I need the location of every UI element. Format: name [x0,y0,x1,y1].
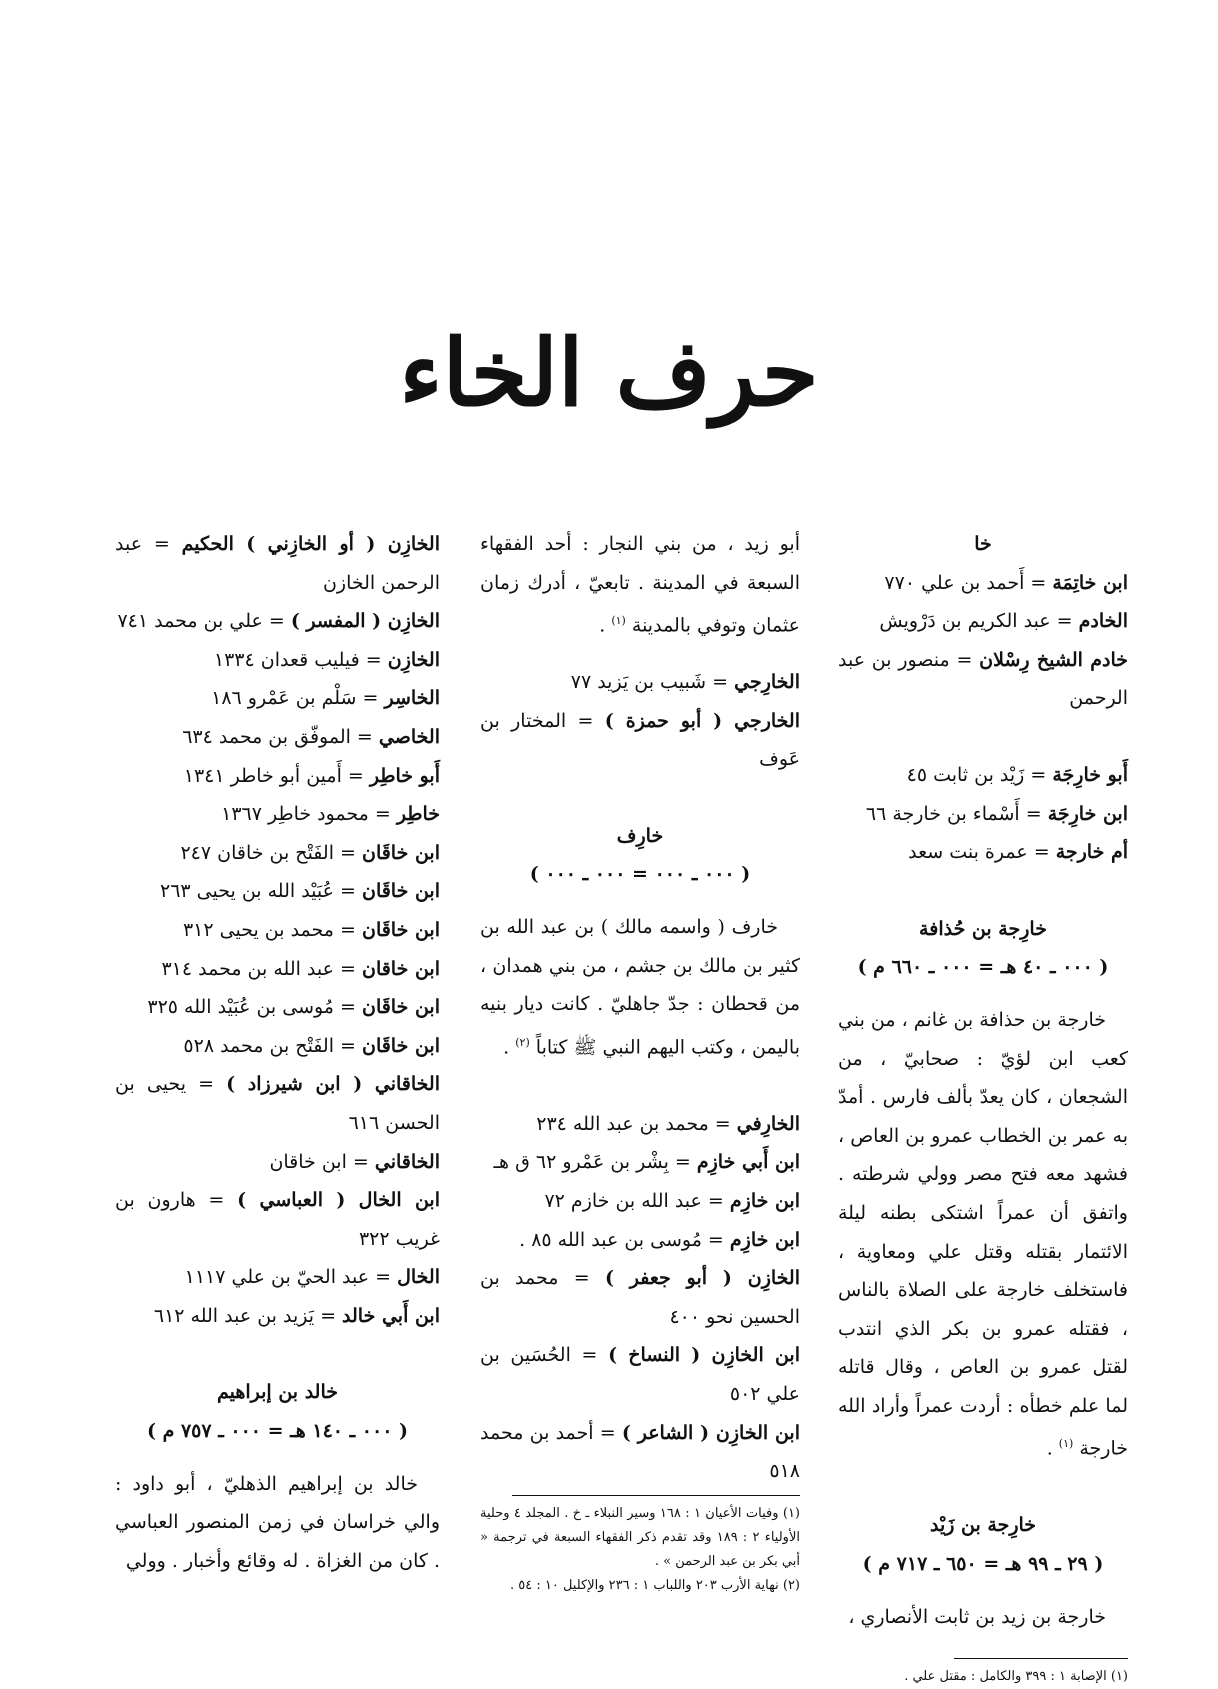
article-title: خارِجة بن حُذافة [919,917,1047,940]
list-item: ابن خارِجَة = أَسْماء بن خارجة ٦٦ [865,802,1128,825]
list-item: ابن خاقَان = محمد بن يحيى ٣١٢ [182,918,440,941]
article-title: خارِف [616,824,664,847]
footnote: (١) الإصابة ١ : ٣٩٩ والكامل : مقتل علي . [904,1669,1128,1685]
middle-column [480,525,800,1598]
list-item: ابن الخازِن ( النساخ ) = الحُسَين بن علي ٥٠٢ [480,1344,800,1405]
article-text: خارجة بن زيد بن ثابت الأنصاري ، [848,1605,1106,1628]
article-dates: ( ٠٠٠ ـ ٠٠٠ = ٠٠٠ ـ ٠٠٠ ) [529,863,751,886]
list-item: الخازِن ( أو الخازِني ) الحكيم = عبد الرحمن الخازن [115,533,440,594]
list-item: الخاصي = الموفّق بن محمد ٦٣٤ [182,725,440,748]
list-item: الخازِن ( المفسر ) = علي بن محمد ٧٤١ [117,610,440,633]
footnote-divider [512,1495,800,1496]
article-dates: ( ٢٩ ـ ٩٩ هـ = ٦٥٠ ـ ٧١٧ م ) [862,1552,1104,1575]
right-column [838,525,1128,1689]
list-item: ابن خاتِمَة = أَحمد بن علي ٧٧٠ [884,571,1128,594]
list-item: ابن خاقَان = عُبَيْد الله بن يحيى ٢٦٣ [160,880,440,903]
footnote: (١) وفيات الأعيان ١ : ١٦٨ وسير النبلاء ـ خ . المجلد ٤ وحلية الأولياء ٢ : ١٨٩ وقد تقدم ذكر الفقهاء السبعة في ترجمة « أبي بكر بن عبد الرحمن » . [480,1505,800,1569]
list-item: الخارجي ( أبو حمزة ) = المختار بن عَوف [480,709,800,771]
list-item: الخارِجي = شَبيب بن يَزيد ٧٧ [570,671,800,694]
article-text: خالد بن إبراهيم الذهليّ ، أبو داود : والي خراسان في زمن المنصور العباسي . كان من الغزاة . له وقائع وأخبار . وولي [115,1472,440,1572]
list-item: ابن خاقَان = الفَتْح بن خاقان ٢٤٧ [180,841,440,864]
list-item: ابن أَبي خالد = يَزيد بن عبد الله ٦١٢ [153,1304,440,1327]
list-item: ابن الخازِن ( الشاعر ) = أحمد بن محمد ٥١٨ [480,1421,800,1483]
article-dates: ( ٠٠٠ ـ ٤٠ هـ = ٠٠٠ ـ ٦٦٠ م ) [857,956,1109,979]
list-item: ابن الخال ( العباسي ) = هارون بن غريب ٣٢٢ [115,1189,440,1250]
list-item: الخازِن = فيليب قعدان ١٣٣٤ [213,648,440,671]
list-item: أَبو خاطِر = أَمين أبو خاطر ١٣٤١ [183,764,440,787]
list-item: ابن خاقَان = مُوسى بن عُبَيْد الله ٣٢٥ [147,996,440,1019]
article-text: خارجة بن حذافة بن غانم ، من بني كعب ابن لؤيّ : صحابيّ ، من الشجعان ، كان يعدّ بألف فارس . أمدّ به عمر بن الخطاب عمرو بن العاص ، فشهد معه فتح مصر وولي شرطته . واتفق أن عمراً اشتكى بطنه ليلة الائتمار بقتله وقتل علي ومعاوية ، فاستخلف خارجة على الصلاة بالناس ، فقتله عمرو بن بكر الذي انتدب لقتل عمرو بن العاص ، وقال قاتله لما علم خطأه : أردت عمراً وأراد الله خارجة $^{(١)}$ . [838,1008,1128,1460]
article-title: خارِجة بن زَيْد [929,1514,1037,1537]
list-item: الخاقاني ( ابن شيرزاد ) = يحيى بن الحسن ٦١٦ [115,1073,440,1134]
list-item: الخارِفي = محمد بن عبد الله ٢٣٤ [536,1112,800,1135]
list-item: أَبو خارِجَة = زَيْد بن ثابت ٤٥ [906,763,1128,786]
article-dates: ( ٠٠٠ ـ ١٤٠ هـ = ٠٠٠ ـ ٧٥٧ م ) [146,1420,409,1443]
list-item: أم خارجة = عمرة بنت سعد [908,841,1128,864]
list-item: ابن خاقَان = الفَتْح بن محمد ٥٢٨ [183,1034,440,1057]
list-item: خاطِر = محمود خاطِر ١٣٦٧ [221,803,440,826]
footnote-divider [954,1658,1128,1659]
list-item: الخادم = عبد الكريم بن دَرْويش [879,610,1128,633]
list-item: الخاسِر = سَلْم بن عَمْرو ١٨٦ [211,687,440,710]
article-text: خارف ( واسمه مالك ) بن عبد الله بن كثير بن مالك بن جشم ، من بني همدان ، من قحطان : جدّ جاهليّ . كانت ديار بنيه باليمن ، وكتب اليهم النبي ﷺ كتاباً $^{(٢)}$ . [480,916,800,1059]
list-item: ابن خاقان = عبد الله بن محمد ٣١٤ [161,957,440,980]
list-item: ابن خازِم = عبد الله بن خازم ٧٢ [544,1189,800,1212]
list-item: الخاقاني = ابن خاقان [269,1150,440,1173]
list-item: خادم الشيخ رِسْلان = منصور بن عبد الرحمن [838,648,1128,710]
footnote: (٢) نهاية الأرب ٢٠٣ واللباب ١ : ٢٣٦ والإكليل ١٠ : ٥٤ . [509,1577,800,1593]
section-heading: خا [974,533,992,555]
list-item: ابن خازِم = مُوسى بن عبد الله ٨٥ . [519,1228,800,1251]
list-item: ابن أَبي خازِم = بِشْر بن عَمْرو ٦٢ ق هـ [493,1151,800,1174]
list-item: الخال = عبد الحيّ بن علي ١١١٧ [184,1266,440,1289]
article-text: أبو زيد ، من بني النجار : أحد الفقهاء السبعة في المدينة . تابعيّ ، أدرك زمان عثمان وتوفي بالمدينة $^{(١)}$ . [480,533,800,637]
page-title: حرف الخاء [399,319,819,427]
list-item: الخازِن ( أبو جعفر ) = محمد بن الحسين نحو ٤٠٠ [480,1267,800,1328]
article-title: خالد بن إبراهيم [216,1381,338,1404]
left-column [115,525,440,1580]
